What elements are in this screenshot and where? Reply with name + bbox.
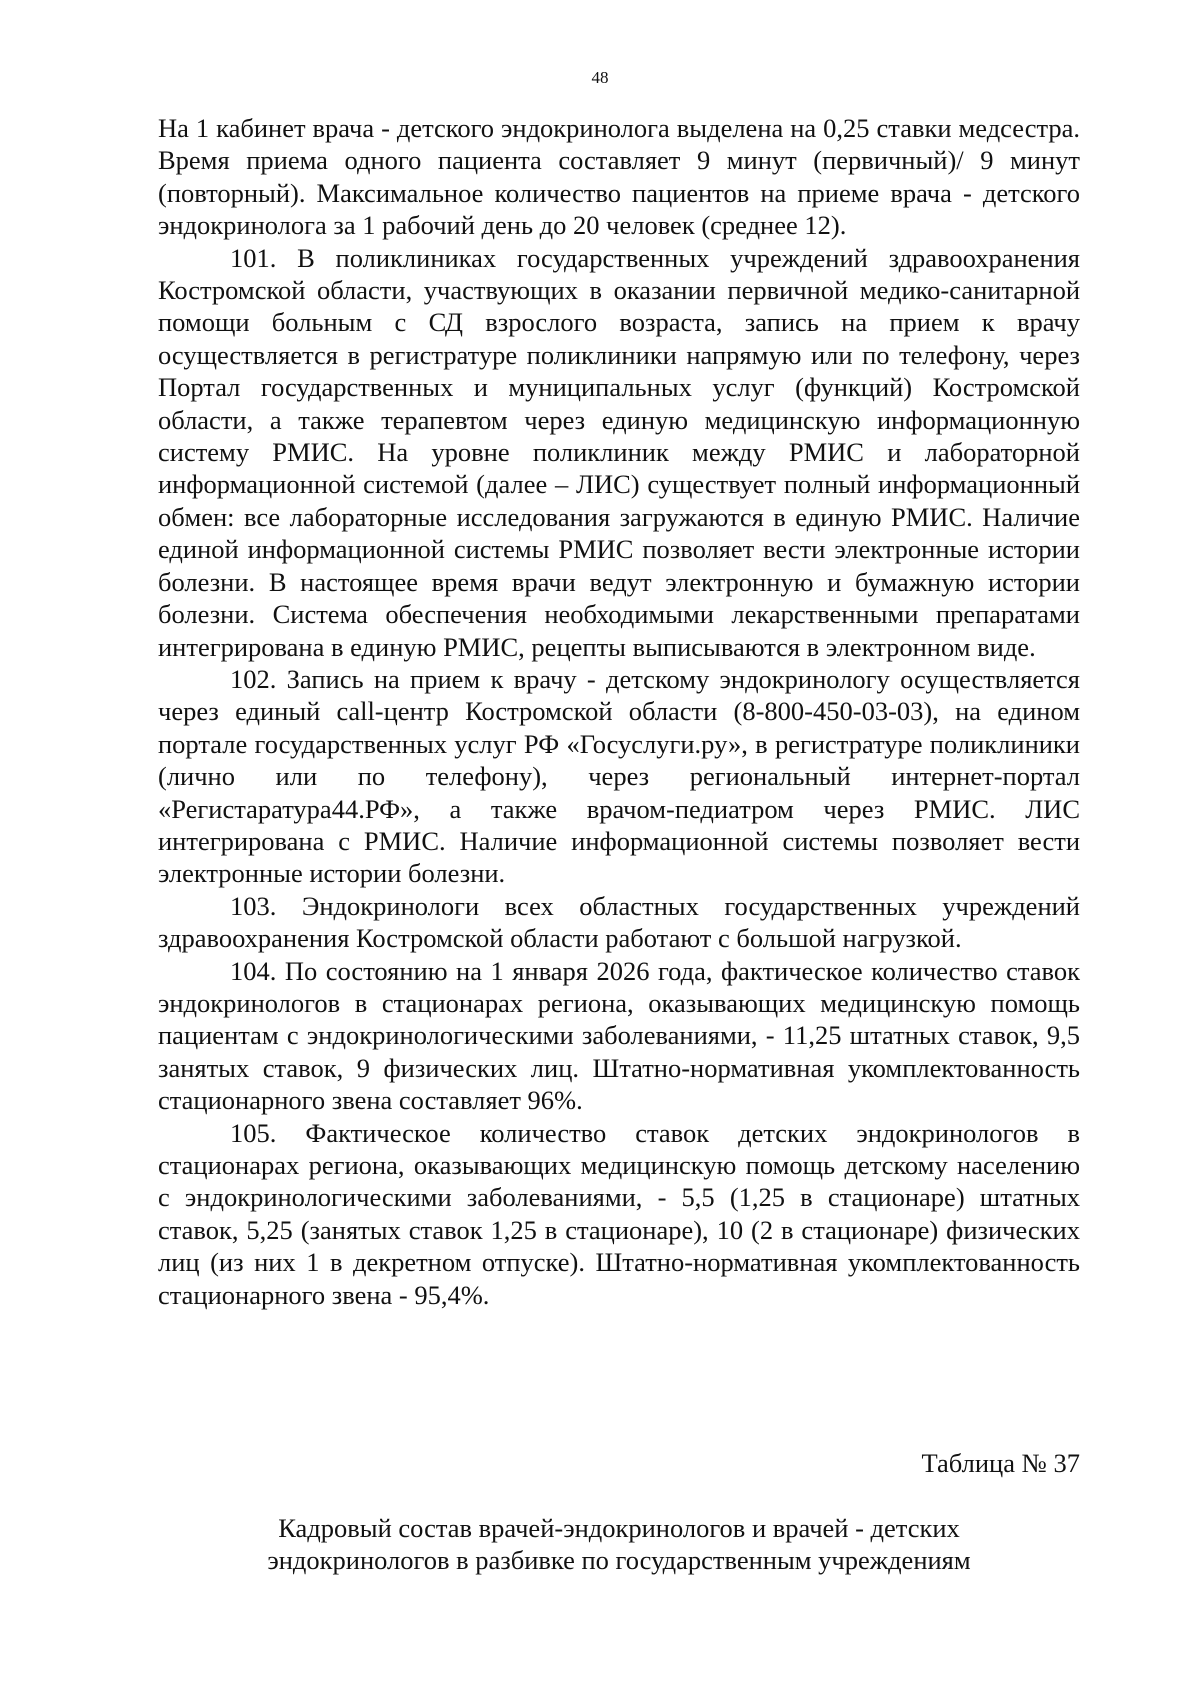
- paragraph-continuation: На 1 кабинет врача - детского эндокринолога выделена на 0,25 ставки медсестра. Время приема одного пациента составляет 9 минут (первичный)/ 9 минут (повторный). Максимальное количество пациентов на приеме врача - детского эндокринолога за 1 рабочий день до 20 человек (среднее 12).: [158, 113, 1080, 241]
- paragraph-105: 105. Фактическое количество ставок детских эндокринологов в стационарах региона, оказывающих медицинскую помощь детскому населению с эндокринологическими заболеваниями, - 5,5 (1,25 в стационаре) штатных ставок, 5,25 (занятых ставок 1,25 в стационаре), 10 (2 в стационаре) физических лиц (из них 1 в декретном отпуске). Штатно-нормативная укомплектованность стационарного звена - 95,4%.: [158, 1117, 1080, 1310]
- paragraph-101: 101. В поликлиниках государственных учреждений здравоохранения Костромской области, участвующих в оказании первичной медико-санитарной помощи больным с СД взрослого возраста, запись на прием к врачу осуществляется в регистратуре поликлиники напрямую или по телефону, через Портал государственных и муниципальных услуг (функций) Костромской области, а также терапевтом через единую медицинскую информационную систему РМИС. На уровне поликлиник между РМИС и лабораторной информационной системой (далее – ЛИС) существует полный информационный обмен: все лабораторные исследования загружаются в единую РМИС. Наличие единой информационной системы РМИС позволяет вести электронные истории болезни. В настоящее время врачи ведут электронную и бумажную истории болезни. Система обеспечения необходимыми лекарственными препаратами интегрирована в единую РМИС, рецепты выписываются в электронном виде.: [158, 242, 1080, 662]
- paragraph-103: 103. Эндокринологи всех областных государственных учреждений здравоохранения Костромской области работают с большой нагрузкой.: [158, 890, 1080, 954]
- paragraph-102: 102. Запись на прием к врачу - детскому эндокринологу осуществляется через единый call-центр Костромской области (8-800-450-03-03), на едином портале государственных услуг РФ «Госуслуги.ру», в регистратуре поликлиники (лично или по телефону), через региональный интернет-портал «Регистаратура44.РФ», а также врачом-педиатром через РМИС. ЛИС интегрирована с РМИС. Наличие информационной системы позволяет вести электронные истории болезни.: [158, 663, 1080, 889]
- table-title-line-2: эндокринологов в разбивке по государственным учреждениям: [267, 1545, 971, 1576]
- table-label: Таблица № 37: [921, 1448, 1080, 1478]
- page-number: 48: [591, 68, 609, 87]
- table-title-line-1: Кадровый состав врачей-эндокринологов и врачей - детских: [278, 1513, 960, 1543]
- paragraph-104: 104. По состоянию на 1 января 2026 года, фактическое количество ставок эндокринологов в стационарах региона, оказывающих медицинскую помощь пациентам с эндокринологическими заболеваниями, - 11,25 штатных ставок, 9,5 занятых ставок, 9 физических лиц. Штатно-нормативная укомплектованность стационарного звена составляет 96%.: [158, 955, 1080, 1116]
- body-text: [158, 112, 1080, 1311]
- table-title: [158, 1512, 1080, 1577]
